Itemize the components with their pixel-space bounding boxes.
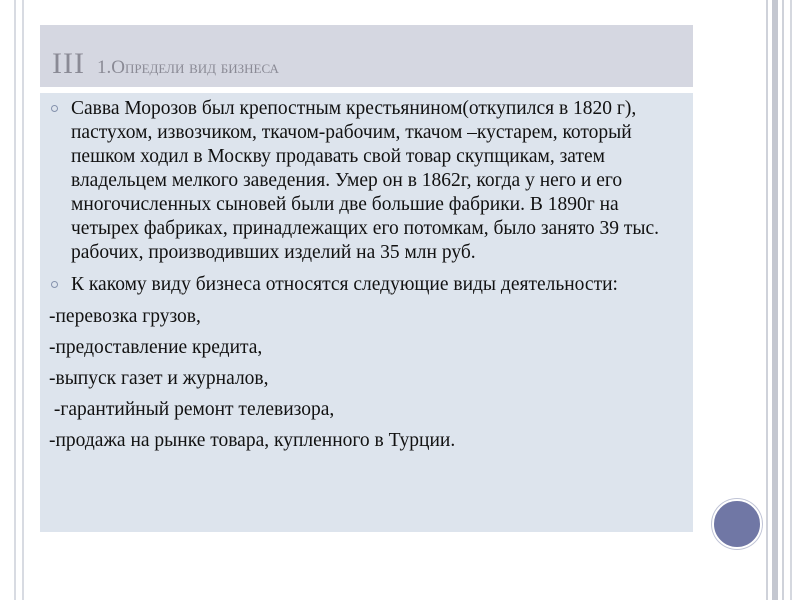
right-decor-line-3 bbox=[782, 0, 784, 600]
bullet-text: К какому виду бизнеса относятся следующие виды деятельности: bbox=[71, 274, 618, 295]
option-line: -гарантийный ремонт телевизора, bbox=[49, 399, 335, 420]
left-decor-line-2 bbox=[22, 0, 24, 600]
title-roman-numeral: III bbox=[52, 47, 85, 80]
option-line: -перевозка грузов, bbox=[49, 306, 201, 327]
bullet-item bbox=[49, 273, 685, 297]
right-decor-line-2 bbox=[772, 0, 778, 600]
option-line: -выпуск газет и журналов, bbox=[49, 368, 269, 389]
bullet-circle-icon bbox=[51, 105, 58, 112]
bullet-text: Савва Морозов был крепостным крестьянином(откупился в 1820 г), пастухом, извозчиком, ткачом-рабочим, ткачом –кустарем, который пешком ходил в Москву продавать свой товар скупщикам, затем владельцем мелкого заведения. Умер он в 1862г, когда у него и его многочисленных сыновей были две большие фабрики. В 1890г на четырех фабриках, принадлежащих его потомкам, было занято 39 тыс. рабочих, производивших изделий на 35 млн руб. bbox=[71, 98, 659, 263]
decorative-circle bbox=[712, 499, 762, 549]
content-box bbox=[40, 93, 693, 532]
option-line: -продажа на рынке товара, купленного в Турции. bbox=[49, 430, 456, 451]
bullet-circle-icon bbox=[51, 281, 58, 288]
title-text: 1.Определи вид бизнеса bbox=[96, 57, 279, 78]
option-line: -предоставление кредита, bbox=[49, 337, 263, 358]
right-decor-line-1 bbox=[766, 0, 768, 600]
bullet-item bbox=[49, 97, 685, 265]
slide-title bbox=[52, 44, 279, 81]
title-bar bbox=[40, 25, 693, 87]
right-decor-line-4 bbox=[790, 0, 792, 600]
left-decor-line-1 bbox=[14, 0, 16, 600]
